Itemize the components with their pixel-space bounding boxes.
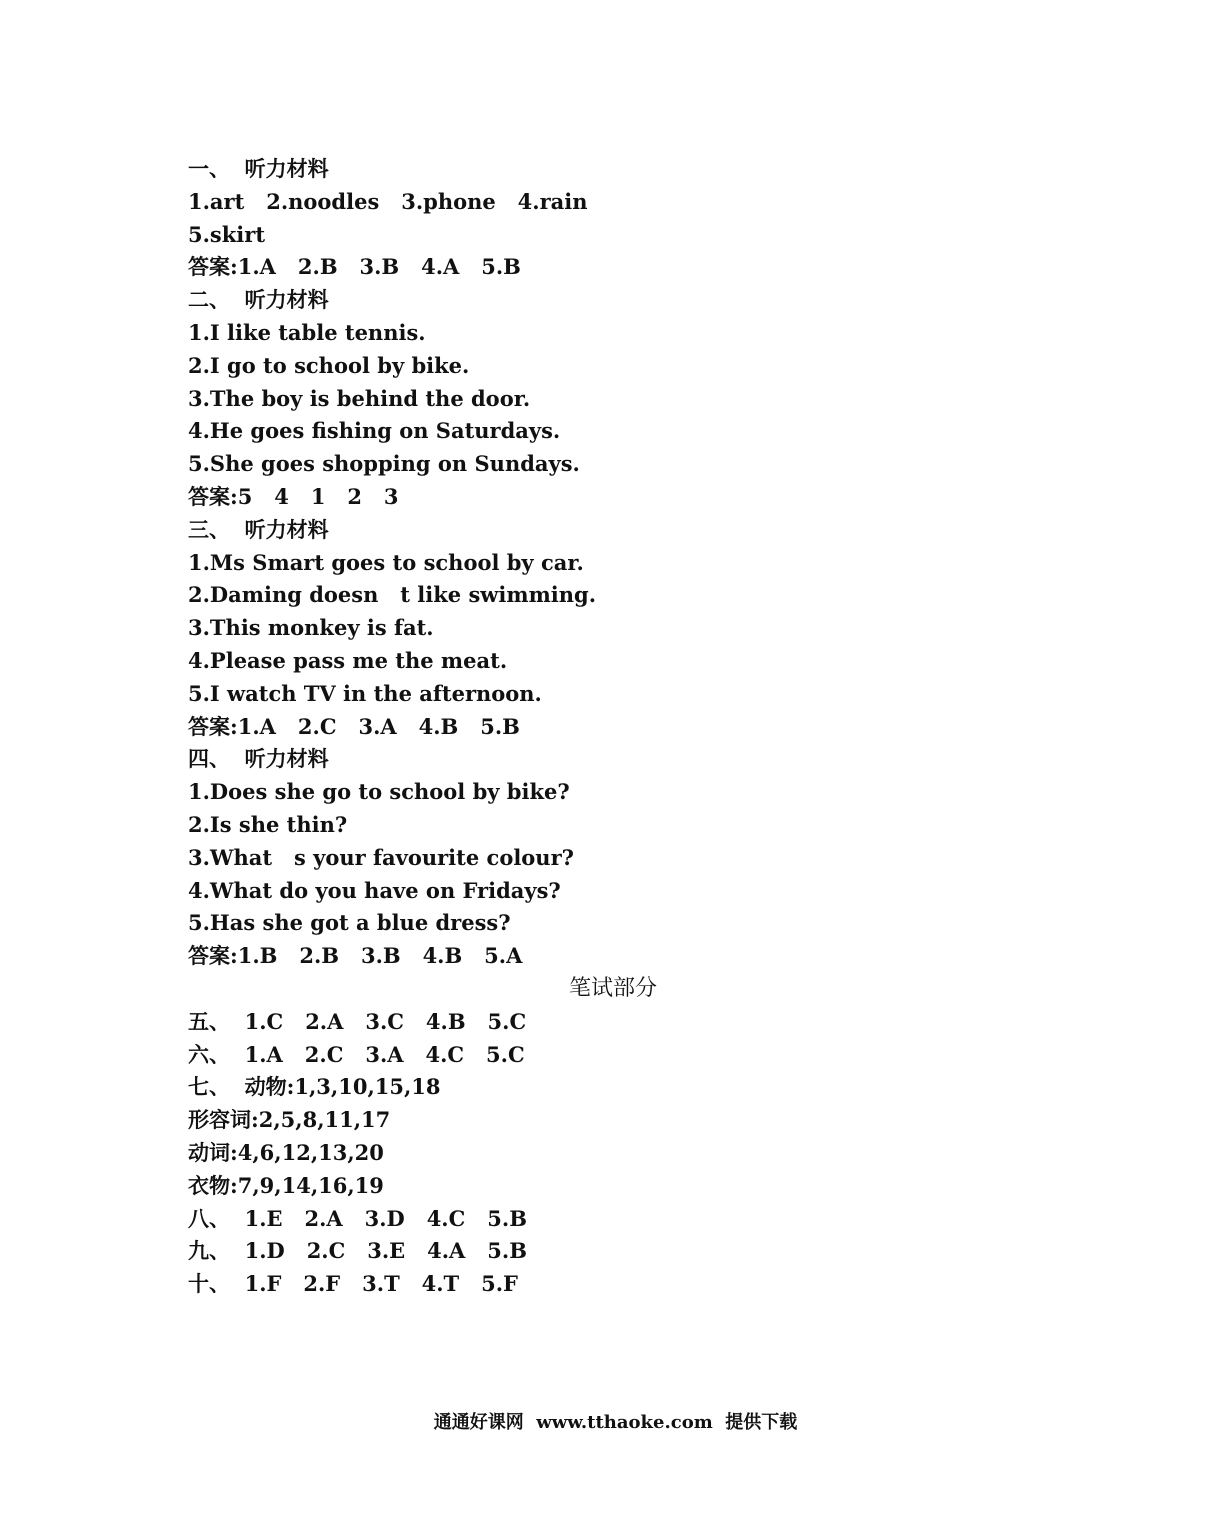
answer-line: 1.art 2.noodles 3.phone 4.rain — [188, 188, 588, 214]
answer-line: 3.This monkey is fat. — [188, 615, 434, 641]
answer-line: 七、 动物:1,3,10,15,18 — [188, 1074, 441, 1100]
answer-key-content — [188, 153, 888, 1301]
answer-line: 2.I go to school by bike. — [188, 352, 470, 378]
answer-line: 1.Does she go to school by bike? — [188, 779, 570, 805]
answer-line: 1.Ms Smart goes to school by car. — [188, 549, 584, 575]
answer-line: 5.skirt — [188, 221, 266, 247]
answer-line: 三、 听力材料 — [188, 516, 329, 542]
answer-line: 4.He goes fishing on Saturdays. — [188, 418, 561, 444]
answer-line: 衣物:7,9,14,16,19 — [188, 1172, 384, 1198]
answer-line: 答案:1.A 2.B 3.B 4.A 5.B — [188, 254, 521, 280]
answer-line: 答案:5 4 1 2 3 — [188, 483, 399, 509]
answer-line: 一、 听力材料 — [188, 156, 329, 181]
answer-line: 六、 1.A 2.C 3.A 4.C 5.C — [188, 1041, 525, 1067]
answer-line: 3.What s your favourite colour? — [188, 844, 574, 870]
answer-line: 5.She goes shopping on Sundays. — [188, 451, 580, 477]
page-footer: 通通好课网 www.tthaoke.com 提供下载 — [433, 1412, 798, 1433]
answer-line: 5.I watch TV in the afternoon. — [188, 680, 542, 706]
answer-line: 4.Please pass me the meat. — [188, 647, 508, 673]
answer-line: 2.Daming doesn t like swimming. — [188, 582, 597, 608]
answer-line: 5.Has she got a blue dress? — [188, 910, 511, 936]
answer-line: 2.Is she thin? — [188, 811, 348, 837]
answer-line: 答案:1.A 2.C 3.A 4.B 5.B — [188, 713, 520, 739]
answer-line: 五、 1.C 2.A 3.C 4.B 5.C — [188, 1008, 527, 1034]
answer-line: 动词:4,6,12,13,20 — [188, 1139, 384, 1165]
answer-line: 四、 听力材料 — [188, 746, 329, 772]
answer-line: 3.The boy is behind the door. — [188, 385, 531, 411]
answer-line: 4.What do you have on Fridays? — [188, 877, 561, 903]
section-heading: 笔试部分 — [568, 975, 657, 1001]
answer-line: 形容词:2,5,8,11,17 — [188, 1107, 391, 1133]
answer-line: 二、 听力材料 — [188, 287, 329, 313]
answer-line: 1.I like table tennis. — [188, 319, 426, 345]
answer-line: 八、 1.E 2.A 3.D 4.C 5.B — [188, 1205, 527, 1231]
answer-line: 十、 1.F 2.F 3.T 4.T 5.F — [188, 1271, 518, 1297]
answer-line: 九、 1.D 2.C 3.E 4.A 5.B — [188, 1238, 527, 1264]
answer-line: 答案:1.B 2.B 3.B 4.B 5.A — [188, 943, 523, 969]
